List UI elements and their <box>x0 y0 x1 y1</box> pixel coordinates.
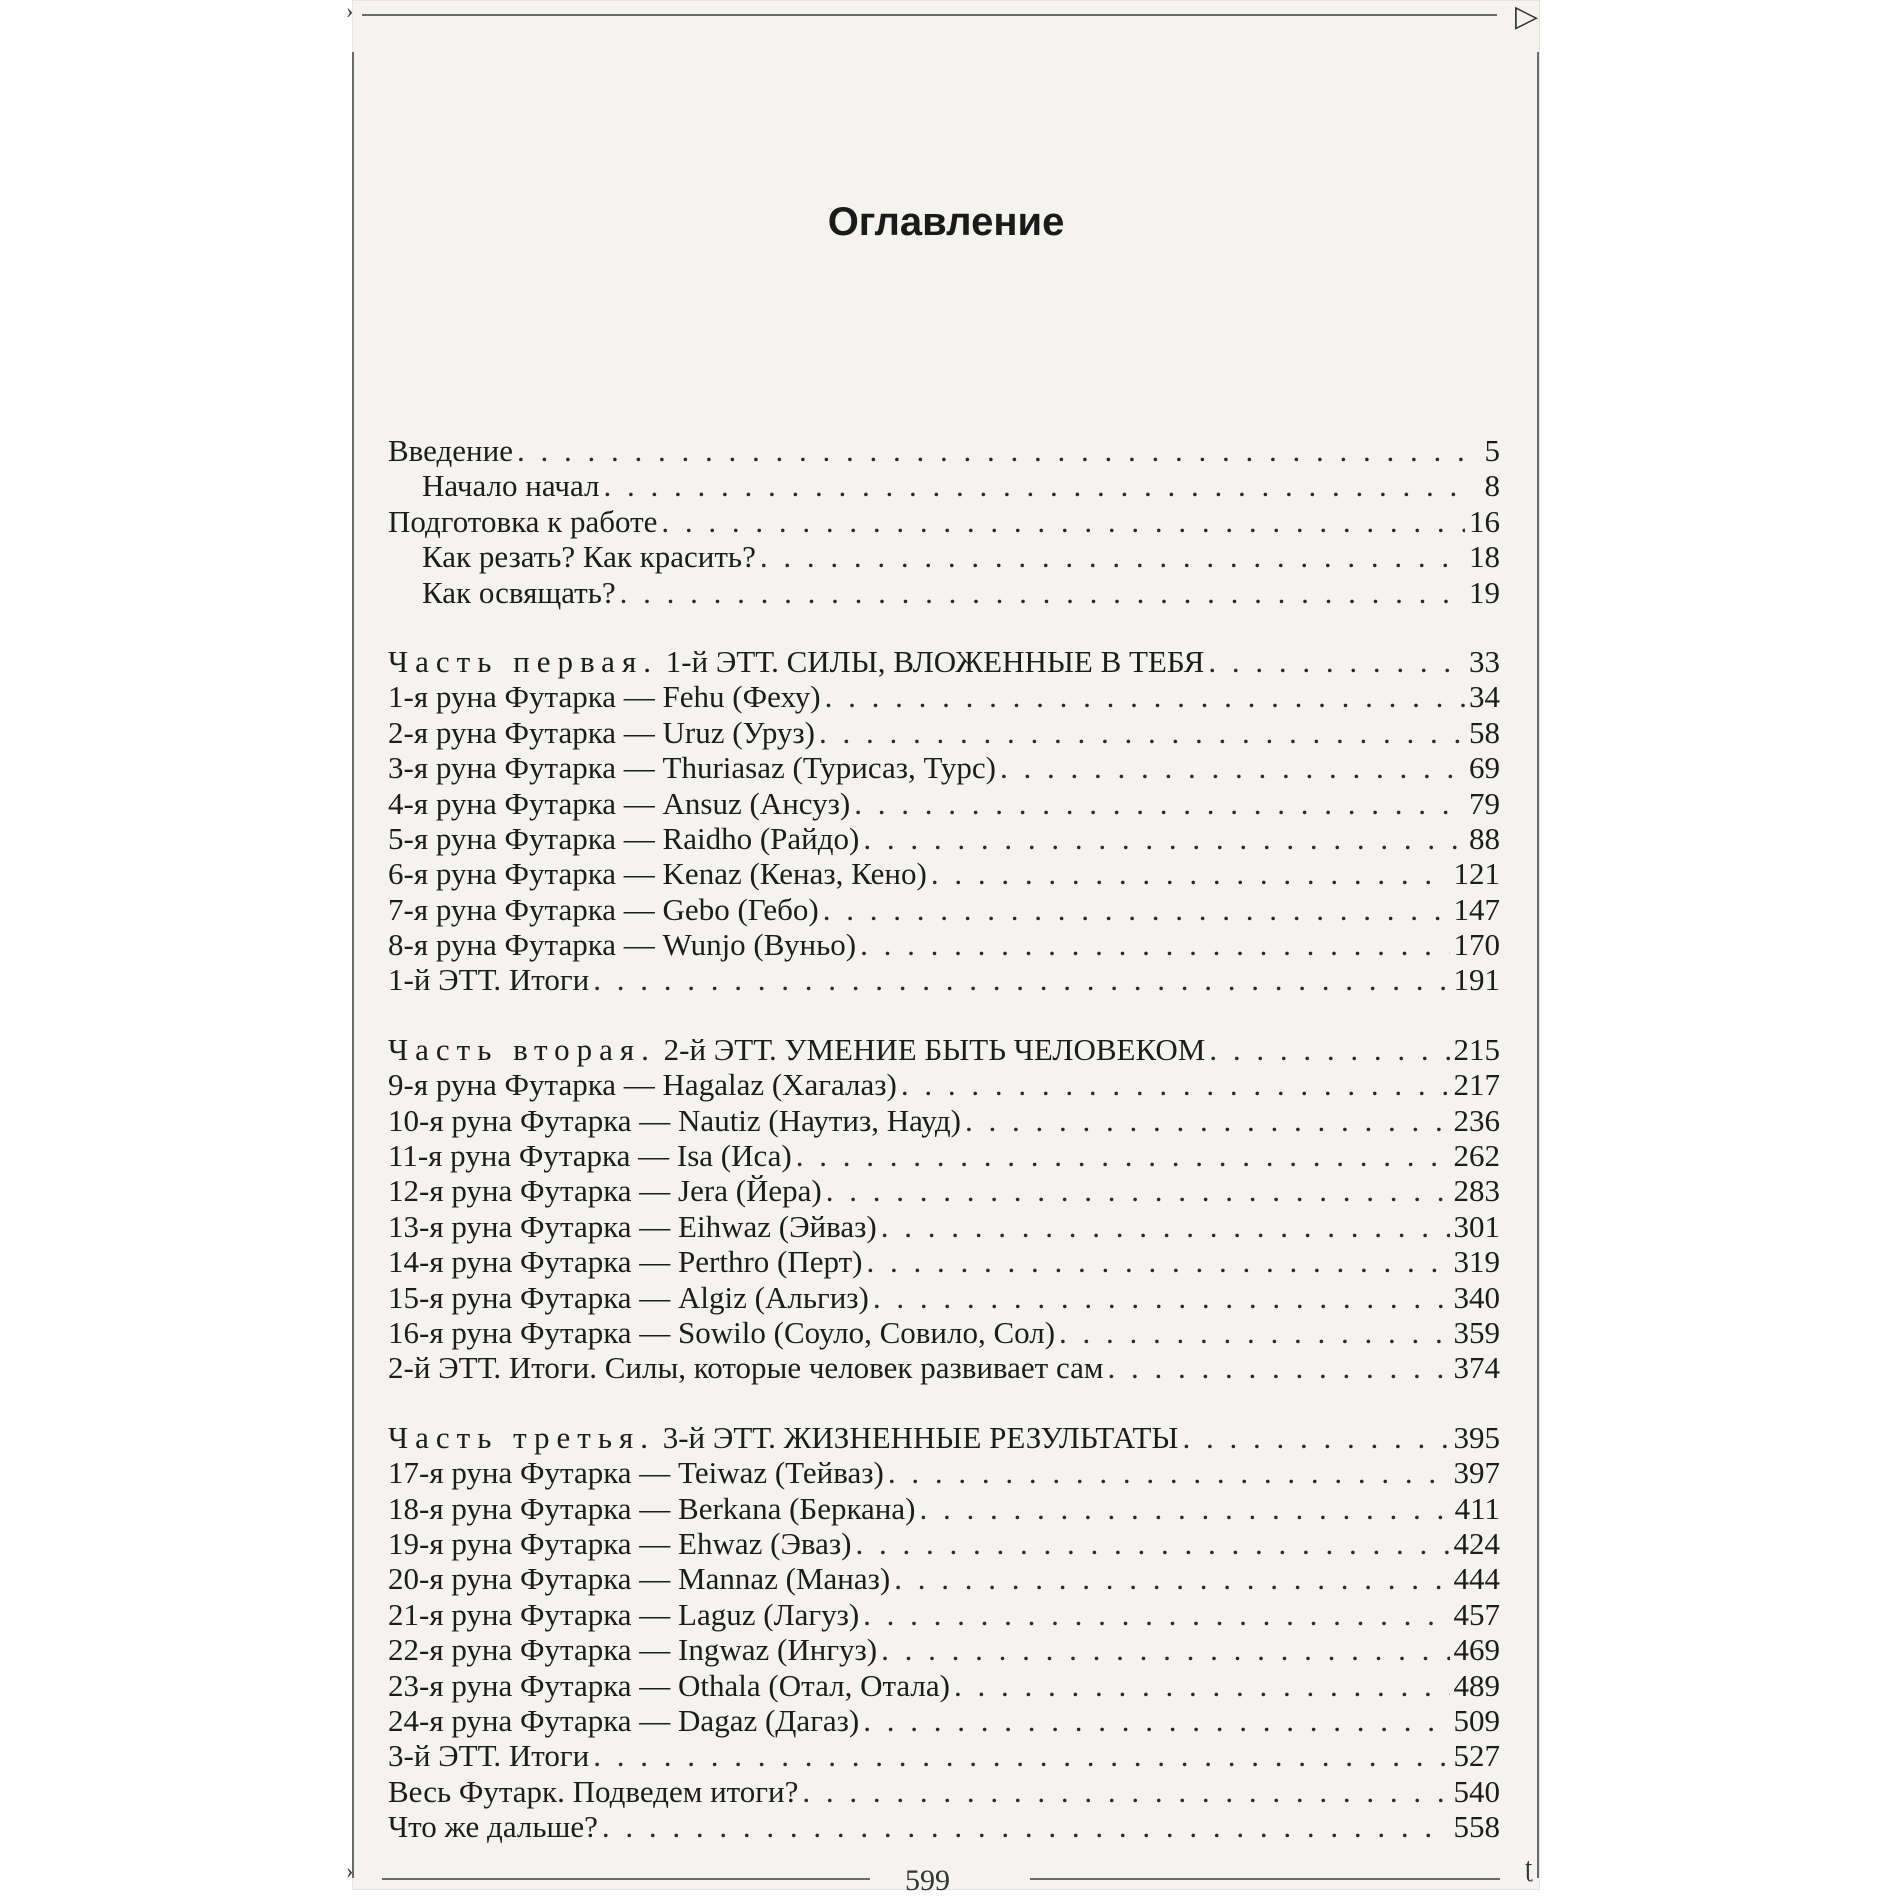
toc-entry-page: 16 <box>1469 503 1500 539</box>
toc-leader-dots <box>881 1632 1449 1667</box>
toc-entry-page: 58 <box>1469 714 1500 750</box>
toc-entry-label: 22-я руна Футарка — Ingwaz (Ингуз) <box>388 1632 878 1668</box>
toc-entry <box>388 1280 1500 1315</box>
toc-entry <box>388 1632 1500 1667</box>
toc-entry <box>388 715 1500 750</box>
toc-entry-page: 33 <box>1469 643 1500 679</box>
toc-part-prefix: Часть первая. <box>388 643 658 679</box>
toc-entry-label: 21-я руна Футарка — Laguz (Лагуз) <box>388 1596 860 1632</box>
toc-leader-dots <box>1000 750 1465 785</box>
toc-entry <box>388 1491 1500 1526</box>
toc-leader-dots <box>603 468 1468 503</box>
toc-entry <box>388 575 1500 610</box>
toc-part-title: 3-й ЭТТ. ЖИЗНЕННЫЕ РЕЗУЛЬТАТЫ <box>662 1419 1179 1455</box>
toc-entry-label: 19-я руна Футарка — Ehwaz (Эваз) <box>388 1525 852 1561</box>
toc-entry <box>388 1209 1500 1244</box>
toc-leader-dots <box>881 1209 1450 1244</box>
toc-entry-label: 16-я руна Футарка — Sowilo (Соуло, Совило, Сол) <box>388 1314 1056 1350</box>
toc-leader-dots <box>860 927 1449 962</box>
toc-entry-page: 395 <box>1453 1419 1500 1455</box>
toc-leader-dots <box>602 1809 1450 1844</box>
toc-entry-label: 7-я руна Футарка — Gebo (Гебо) <box>388 891 819 927</box>
toc-entry <box>388 1315 1500 1350</box>
toc-entry-page: 88 <box>1469 820 1500 856</box>
toc-leader-dots <box>863 1703 1449 1738</box>
toc-entry-label: Подготовка к работе <box>388 503 658 539</box>
toc-entry-label: 14-я руна Футарка — Perthro (Перт) <box>388 1244 863 1280</box>
toc-part-prefix: Часть вторая. <box>388 1031 656 1067</box>
toc-entry <box>388 1138 1500 1173</box>
toc-leader-dots <box>1107 1350 1449 1385</box>
toc-leader-dots <box>825 679 1465 714</box>
toc-entry-label: Как резать? Как красить? <box>422 539 756 575</box>
toc-entry <box>388 468 1500 503</box>
toc-part-title: 2-й ЭТТ. УМЕНИЕ БЫТЬ ЧЕЛОВЕКОМ <box>663 1031 1206 1067</box>
toc-entry-page: 340 <box>1453 1279 1500 1315</box>
toc-entry-page: 424 <box>1453 1525 1500 1561</box>
toc-entry-label: 17-я руна Футарка — Teiwaz (Тейваз) <box>388 1455 884 1491</box>
corner-mark-bottom-left-icon: › <box>346 1858 354 1883</box>
toc-entry-page: 301 <box>1453 1208 1500 1244</box>
toc-entry-page: 18 <box>1469 539 1500 575</box>
toc-entry-label: 15-я руна Футарка — Algiz (Альгиз) <box>388 1279 869 1315</box>
toc-part-title: 1-й ЭТТ. СИЛЫ, ВЛОЖЕННЫЕ В ТЕБЯ <box>665 643 1205 679</box>
toc-leader-dots <box>965 1103 1450 1138</box>
toc-leader-dots <box>867 1244 1450 1279</box>
toc-entry-label: 8-я руна Футарка — Wunjo (Вуньо) <box>388 927 857 963</box>
toc-entry-label: 2-й ЭТТ. Итоги. Силы, которые человек развивает сам <box>388 1350 1104 1386</box>
corner-mark-top-right-icon: ▷ <box>1515 0 1539 33</box>
toc-leader-dots <box>901 1067 1450 1102</box>
toc-entry <box>388 1103 1500 1138</box>
toc-leader-dots <box>1059 1315 1449 1350</box>
toc-entry-page: 34 <box>1469 679 1500 715</box>
page-number: 599 <box>905 1864 950 1897</box>
toc-entry-page: 69 <box>1469 750 1500 786</box>
toc-entry-page: 8 <box>1484 468 1500 504</box>
toc-entry-label: 23-я руна Футарка — Othala (Отал, Отала) <box>388 1667 950 1703</box>
toc-entry-page: 236 <box>1453 1102 1500 1138</box>
corner-mark-top-left-icon: › <box>346 0 354 23</box>
toc-leader-dots <box>593 1738 1449 1773</box>
toc-entry-page: 489 <box>1453 1667 1500 1703</box>
toc-entry <box>388 1350 1500 1385</box>
toc-entry <box>388 679 1500 714</box>
toc-entry-page: 215 <box>1453 1031 1500 1067</box>
toc-entry-page: 397 <box>1453 1455 1500 1491</box>
toc-entry-page: 147 <box>1453 891 1500 927</box>
toc-entry <box>388 856 1500 891</box>
toc-entry-page: 283 <box>1453 1173 1500 1209</box>
toc-leader-dots <box>894 1561 1449 1596</box>
toc-entry-label: 9-я руна Футарка — Hagalaz (Хагалаз) <box>388 1067 897 1103</box>
toc-entry-label <box>388 1032 1205 1067</box>
toc-entry <box>388 539 1500 574</box>
table-of-contents <box>388 433 1500 1844</box>
toc-entry <box>388 504 1500 539</box>
toc-entry-label: 24-я руна Футарка — Dagaz (Дагаз) <box>388 1702 860 1738</box>
toc-entry-page: 5 <box>1484 433 1500 468</box>
toc-leader-dots <box>593 962 1449 997</box>
toc-leader-dots <box>796 1138 1450 1173</box>
toc-entry <box>388 927 1500 962</box>
toc-entry-page: 262 <box>1453 1138 1500 1174</box>
toc-entry <box>388 1173 1500 1208</box>
toc-leader-dots <box>823 892 1450 927</box>
toc-entry-label: 3-я руна Футарка — Thuriasaz (Турисаз, Турс) <box>388 750 996 786</box>
toc-entry-page: 540 <box>1453 1773 1500 1809</box>
toc-leader-dots <box>919 1491 1450 1526</box>
toc-leader-dots <box>854 786 1465 821</box>
toc-entry-label: 6-я руна Футарка — Kenaz (Кеназ, Кено) <box>388 856 927 892</box>
toc-entry-label: 18-я руна Футарка — Berkana (Беркана) <box>388 1490 916 1526</box>
toc-entry-label: 4-я руна Футарка — Ansuz (Ансуз) <box>388 785 851 821</box>
toc-leader-dots <box>931 856 1450 891</box>
toc-entry-page: 457 <box>1453 1596 1500 1632</box>
toc-leader-dots <box>863 1597 1449 1632</box>
toc-entry <box>388 1561 1500 1596</box>
toc-leader-dots <box>1182 1420 1449 1455</box>
toc-entry <box>388 786 1500 821</box>
toc-entry-label: Введение <box>388 433 513 468</box>
toc-part-prefix: Часть третья. <box>388 1419 655 1455</box>
toc-entry-page: 217 <box>1453 1067 1500 1103</box>
toc-entry <box>388 1668 1500 1703</box>
toc-entry <box>388 962 1500 997</box>
toc-entry-label: Начало начал <box>422 468 600 504</box>
toc-leader-dots <box>517 433 1468 468</box>
toc-entry <box>388 821 1500 856</box>
toc-leader-dots <box>954 1668 1450 1703</box>
toc-entry <box>388 1067 1500 1102</box>
corner-mark-bottom-right-icon: ʈ <box>1525 1853 1533 1882</box>
toc-entry <box>388 1597 1500 1632</box>
toc-entry-label: Весь Футарк. Подведем итоги? <box>388 1773 799 1809</box>
toc-leader-dots <box>661 504 1465 539</box>
toc-entry-label: 1-я руна Футарка — Fehu (Феху) <box>388 679 821 715</box>
toc-leader-dots <box>856 1526 1450 1561</box>
toc-leader-dots <box>888 1455 1450 1490</box>
toc-entry-label: Как освящать? <box>422 574 616 610</box>
toc-leader-dots <box>873 1280 1450 1315</box>
toc-entry-label: 11-я руна Футарка — Isa (Иса) <box>388 1138 792 1174</box>
toc-entry <box>388 1738 1500 1773</box>
toc-entry-page: 121 <box>1453 856 1500 892</box>
toc-part-heading <box>388 644 1500 679</box>
toc-part-heading <box>388 1420 1500 1455</box>
toc-entry-page: 469 <box>1453 1632 1500 1668</box>
toc-entry-page: 319 <box>1453 1244 1500 1280</box>
toc-entry <box>388 892 1500 927</box>
page-bottom-rule-left <box>382 1878 870 1880</box>
toc-entry-label: 13-я руна Футарка — Eihwaz (Эйваз) <box>388 1208 877 1244</box>
toc-entry-label: 10-я руна Футарка — Nautiz (Наутиз, Науд) <box>388 1102 961 1138</box>
toc-entry-page: 170 <box>1453 927 1500 963</box>
toc-entry <box>388 1526 1500 1561</box>
toc-entry-page: 527 <box>1453 1738 1500 1774</box>
page-top-rule <box>362 14 1497 16</box>
toc-entry-label: 20-я руна Футарка — Mannaz (Маназ) <box>388 1561 891 1597</box>
toc-part-heading <box>388 1032 1500 1067</box>
page-bottom-rule-right <box>1030 1878 1500 1880</box>
toc-entry <box>388 1703 1500 1738</box>
toc-entry-page: 79 <box>1469 785 1500 821</box>
toc-entry <box>388 433 1500 468</box>
toc-entry-page: 374 <box>1453 1350 1500 1386</box>
toc-entry-label: Что же дальше? <box>388 1809 598 1845</box>
toc-entry <box>388 1244 1500 1279</box>
toc-leader-dots <box>863 821 1465 856</box>
toc-entry <box>388 1455 1500 1490</box>
toc-entry-page: 19 <box>1469 574 1500 610</box>
toc-entry-label: 3-й ЭТТ. Итоги <box>388 1738 590 1774</box>
toc-entry <box>388 750 1500 785</box>
toc-entry-label <box>388 1420 1178 1455</box>
page-title: Оглавление <box>827 200 1065 244</box>
toc-leader-dots <box>620 575 1465 610</box>
toc-entry-page: 444 <box>1453 1561 1500 1597</box>
toc-entry <box>388 1774 1500 1809</box>
toc-entry-label: 1-й ЭТТ. Итоги <box>388 962 590 998</box>
toc-leader-dots <box>1208 644 1465 679</box>
toc-leader-dots <box>819 715 1465 750</box>
page-left-rule <box>352 52 354 1878</box>
toc-entry-label <box>388 644 1204 679</box>
toc-entry-page: 558 <box>1453 1809 1500 1845</box>
toc-entry-page: 191 <box>1453 962 1500 998</box>
toc-entry <box>388 1809 1500 1844</box>
toc-leader-dots <box>802 1774 1449 1809</box>
toc-entry-label: 12-я руна Футарка — Jera (Йера) <box>388 1173 822 1209</box>
toc-entry-page: 411 <box>1454 1490 1500 1526</box>
page-right-rule <box>1537 52 1539 1878</box>
toc-entry-page: 509 <box>1453 1702 1500 1738</box>
toc-leader-dots <box>1209 1032 1449 1067</box>
toc-leader-dots <box>760 539 1465 574</box>
toc-leader-dots <box>826 1173 1450 1208</box>
toc-entry-label: 2-я руна Футарка — Uruz (Уруз) <box>388 714 815 750</box>
toc-entry-label: 5-я руна Футарка — Raidho (Райдо) <box>388 820 860 856</box>
toc-entry-page: 359 <box>1453 1314 1500 1350</box>
